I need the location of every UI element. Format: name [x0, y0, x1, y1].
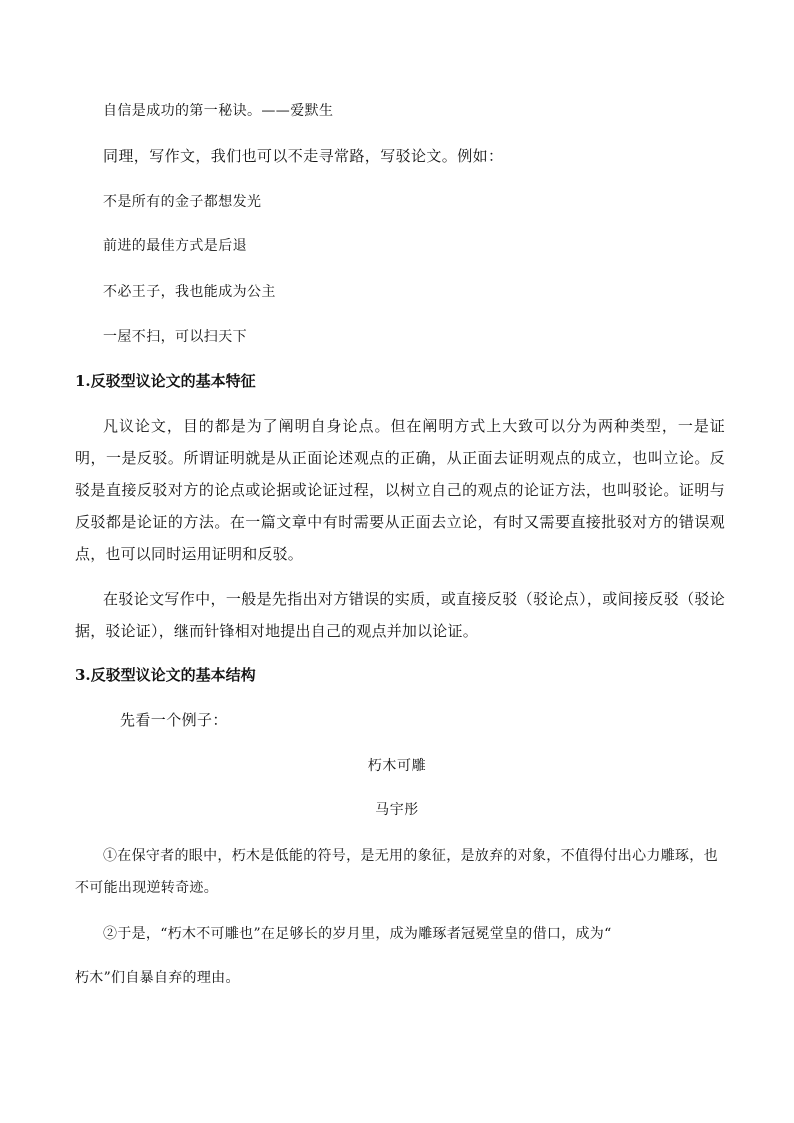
example-line-1: 不是所有的金子都想发光 [103, 194, 262, 210]
essay-title: 朽木可雕 [367, 758, 427, 774]
essay-paragraph-1: ①在保守者的眼中，朽木是低能的符号，是无用的象征，是放弃的对象，不值得付出心力雕琢，也不可能出现逆转奇迹。 [75, 848, 718, 896]
section-3-lead: 先看一个例子： [120, 711, 228, 729]
example-line-4: 一屋不扫，可以扫天下 [103, 329, 247, 345]
section-3-heading: 3.反驳型议论文的基本结构 [75, 666, 256, 684]
quote-line: 自信是成功的第一秘诀。——爱默生 [103, 103, 334, 119]
essay-paragraph-2-line-1: ②于是，“朽木不可雕也”在足够长的岁月里，成为雕琢者冠冕堂皇的借口，成为“ [103, 926, 612, 942]
example-line-3: 不必王子，我也能成为公主 [103, 284, 276, 300]
section-1-paragraph-2: 在驳论文写作中，一般是先指出对方错误的实质，或直接反驳（驳论点），或间接反驳（驳论据，驳论证），继而针锋相对地提出自己的观点并加以论证。 [75, 590, 725, 640]
essay-author: 马宇彤 [375, 802, 419, 818]
essay-paragraph-2-line-2: 朽木”们自暴自弃的理由。 [75, 970, 240, 986]
section-1-paragraph-1: 凡议论文，目的都是为了阐明自身论点。但在阐明方式上大致可以分为两种类型，一是证明，一是反驳。所谓证明就是从正面论述观点的正确，从正面去证明观点的成立，也叫立论。反驳是直接反驳对方的论点或论据或论证过程，以树立自己的观点的论证方法，也叫驳论。证明与反驳都是论证的方法。在一篇文章中有时需要从正面去立论，有时又需要直接批驳对方的错误观点，也可以同时运用证明和反驳。 [75, 417, 725, 563]
section-1-heading: 1.反驳型议论文的基本特征 [75, 372, 256, 390]
intro-line: 同理，写作文，我们也可以不走寻常路，写驳论文。例如： [103, 147, 504, 165]
example-line-2: 前进的最佳方式是后退 [103, 238, 247, 254]
